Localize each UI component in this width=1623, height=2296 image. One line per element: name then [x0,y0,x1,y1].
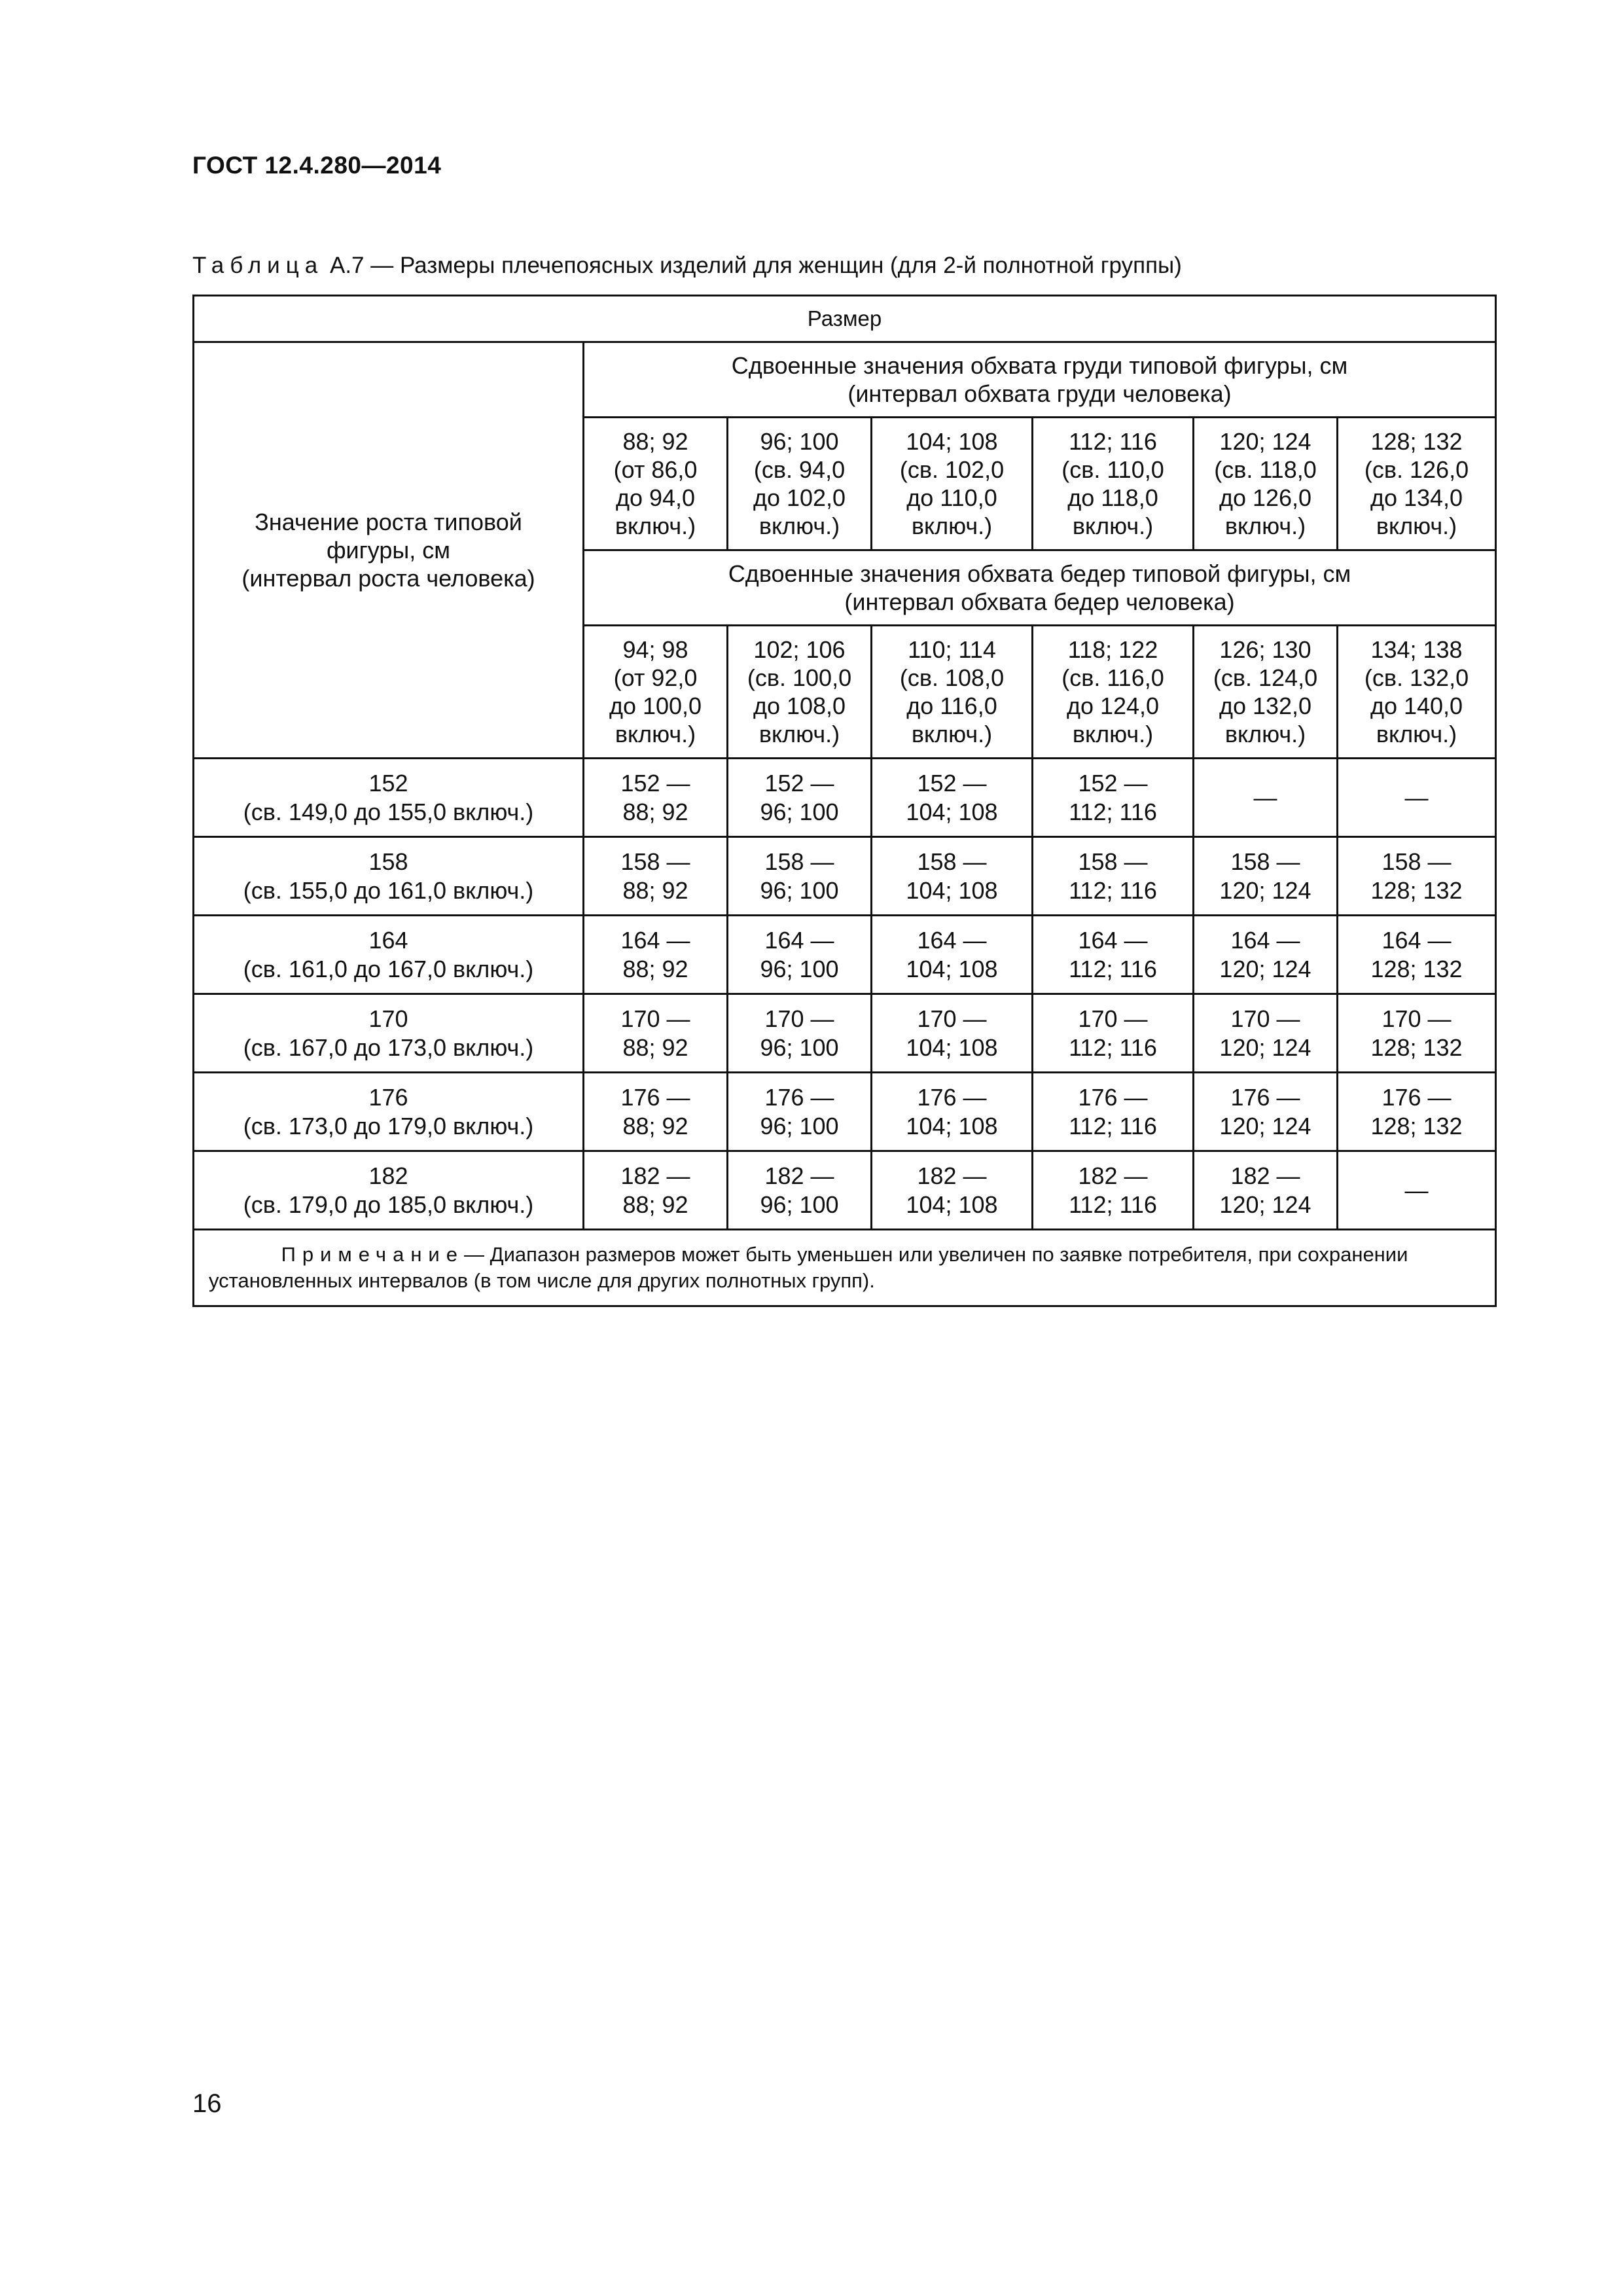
size-cell-line: 176 — [620,1084,690,1111]
size-cell-line: 112; 116 [1069,1191,1157,1218]
size-cell-line: 120; 124 [1219,1191,1311,1218]
hip-value-cell-line: включ.) [1224,721,1306,748]
stature-cell-line: (св. 179,0 до 185,0 включ.) [243,1191,534,1218]
size-cell [1338,994,1496,1073]
chest-value-cell [728,418,872,550]
stature-cell [194,1073,584,1151]
table-row [194,1151,1496,1230]
size-cell-line: 120; 124 [1219,955,1311,982]
table-caption-text: А.7 — Размеры плечепоясных изделий для женщин (для 2-й полнотной группы) [329,253,1182,278]
chest-header-cell-line: (интервал обхвата груди человека) [847,380,1232,407]
chest-value-cell-line: включ.) [615,512,696,540]
size-cell-line: 104; 108 [906,1112,998,1139]
size-table-container [192,295,1495,1307]
size-cell-line: 88; 92 [622,798,688,825]
size-cell-line: 152 — [764,770,834,797]
page-number: 16 [192,2089,222,2118]
note-text: — Диапазон размеров может быть уменьшен или увеличен по заявке потребителя, при сохранении установленных интервалов (в том числе для других полнотных групп). [209,1242,1408,1292]
hip-value-cell-line: (св. 116,0 [1061,664,1164,691]
hip-value-cell-line: включ.) [615,721,696,748]
stature-cell-line: 176 [368,1084,408,1111]
size-cell-line: 164 — [1382,927,1452,954]
hip-value-cell-line: до 132,0 [1219,692,1312,719]
size-cell [1194,916,1338,994]
size-cell [1338,1073,1496,1151]
table-row [194,916,1496,994]
size-cell [1194,837,1338,916]
size-header-cell: Размер [194,296,1496,342]
size-table [192,295,1497,1307]
stature-cell [194,759,584,837]
hip-value-cell-line: включ.) [1072,721,1154,748]
size-cell-line: 88; 92 [622,1033,688,1061]
size-cell [1338,916,1496,994]
table-caption [192,253,1182,279]
chest-value-cell-line: 96; 100 [760,427,839,455]
stature-header-cell-line: фигуры, см [326,536,451,564]
chest-value-cell-line: включ.) [1224,512,1306,540]
hip-value-cell-line: 126; 130 [1219,636,1311,663]
size-cell-line: 158 — [1230,848,1300,876]
chest-value-cell [1194,418,1338,550]
size-cell-line: 104; 108 [906,955,998,982]
size-cell-line: 170 — [1078,1005,1148,1033]
size-cell-line: 96; 100 [760,876,839,904]
size-cell-line: 182 — [620,1162,690,1190]
size-cell-line: 112; 116 [1069,955,1157,982]
stature-cell-line: 170 [368,1005,408,1033]
chest-header-cell [584,342,1496,418]
chest-value-cell-line: включ.) [1072,512,1154,540]
size-cell [1194,1073,1338,1151]
hip-value-cell-line: 110; 114 [908,636,996,663]
size-header-row [194,296,1496,342]
size-cell [1033,1073,1194,1151]
chest-value-cell-line: (св. 102,0 [899,456,1005,483]
hip-value-cell-line: до 116,0 [906,692,997,719]
size-cell-line: 176 — [1078,1084,1148,1111]
note-cell [194,1230,1496,1306]
size-cell [1338,759,1496,837]
hip-value-cell-line: (св. 132,0 [1364,664,1469,691]
chest-value-cell-line: (св. 118,0 [1214,456,1317,483]
hip-header-cell-line: (интервал обхвата бедер человека) [844,588,1235,615]
size-cell-line: 104; 108 [906,1033,998,1061]
size-cell-line: 152 — [917,770,987,797]
size-cell [1338,1151,1496,1230]
hip-value-cell-line: (от 92,0 [613,664,698,691]
chest-value-cell-line: (св. 110,0 [1061,456,1164,483]
chest-value-cell-line: до 102,0 [753,484,846,511]
document-header: ГОСТ 12.4.280—2014 [192,152,442,179]
size-cell-line: 96; 100 [760,1191,839,1218]
chest-value-cell-line: до 134,0 [1370,484,1463,511]
chest-value-cell-line: включ.) [911,512,993,540]
size-cell-line: 88; 92 [622,955,688,982]
size-cell [872,1073,1033,1151]
hip-value-cell [1194,626,1338,759]
hip-value-cell-line: до 140,0 [1370,692,1463,719]
size-cell-line: 164 — [1078,927,1148,954]
chest-value-cell [1338,418,1496,550]
size-cell [1033,1151,1194,1230]
size-cell-line: 128; 132 [1370,876,1463,904]
size-cell-line: 158 — [620,848,690,876]
size-cell [728,759,872,837]
size-cell-line: 164 — [1230,927,1300,954]
hip-value-cell-line: 94; 98 [622,636,688,663]
note-label: Примечание [281,1242,464,1266]
size-cell-line: 164 — [764,927,834,954]
size-cell-line: 152 — [1078,770,1148,797]
size-cell [728,1073,872,1151]
stature-cell [194,916,584,994]
size-cell [1033,837,1194,916]
size-cell [1194,994,1338,1073]
chest-value-cell [584,418,728,550]
hip-value-cell-line: (св. 124,0 [1213,664,1318,691]
stature-header-cell [194,342,584,759]
size-cell-line: 158 — [1382,848,1452,876]
hip-value-cell-line: 134; 138 [1370,636,1463,663]
size-cell-line: 182 — [1230,1162,1300,1190]
hip-value-cell-line: (св. 108,0 [899,664,1005,691]
stature-cell-line: (св. 167,0 до 173,0 включ.) [243,1033,534,1061]
stature-cell-line: (св. 161,0 до 167,0 включ.) [243,955,534,982]
size-cell [584,916,728,994]
hip-value-cell [584,626,728,759]
hip-value-cell [872,626,1033,759]
chest-value-cell-line: (св. 94,0 [753,456,846,483]
size-cell-line: 128; 132 [1370,955,1463,982]
stature-cell-line: 158 [368,848,408,876]
size-cell-line: 176 — [1230,1084,1300,1111]
size-cell-line: 96; 100 [760,798,839,825]
size-cell-line: 158 — [1078,848,1148,876]
hip-value-cell-line: 118; 122 [1067,636,1158,663]
size-cell-line: 112; 116 [1069,798,1157,825]
chest-value-cell-line: 104; 108 [906,427,998,455]
hip-value-cell-line: включ.) [1376,721,1457,748]
hip-value-cell-line: до 124,0 [1066,692,1160,719]
size-cell [872,759,1033,837]
size-cell-line: 104; 108 [906,876,998,904]
size-cell-line: 158 — [917,848,987,876]
stature-cell-line: (св. 173,0 до 179,0 включ.) [243,1112,534,1139]
chest-header-cell-line: Сдвоенные значения обхвата груди типовой фигуры, см [731,351,1348,379]
size-cell-line: 152 — [620,770,690,797]
size-cell-line: 176 — [1382,1084,1452,1111]
size-cell-line: 120; 124 [1219,1112,1311,1139]
size-cell-line: 120; 124 [1219,1033,1311,1061]
size-cell [584,1073,728,1151]
hip-value-cell [1338,626,1496,759]
size-cell [1033,759,1194,837]
size-cell-line: — [1404,1176,1429,1204]
size-cell-line: 128; 132 [1370,1033,1463,1061]
size-cell [584,759,728,837]
size-cell-line: 112; 116 [1069,876,1157,904]
hip-value-cell-line: включ.) [911,721,993,748]
size-cell-line: 158 — [764,848,834,876]
chest-value-cell-line: (св. 126,0 [1364,456,1469,483]
stature-cell [194,1151,584,1230]
size-cell-line: 182 — [1078,1162,1148,1190]
size-cell-line: 170 — [1230,1005,1300,1033]
size-cell-line: 170 — [1382,1005,1452,1033]
size-cell-line: 88; 92 [622,876,688,904]
note-row [194,1230,1496,1306]
stature-header-cell-line: Значение роста типовой [255,508,522,535]
table-row [194,837,1496,916]
stature-cell-line: 152 [368,770,408,797]
chest-value-cell-line: до 110,0 [906,484,997,511]
size-cell-line: 96; 100 [760,1112,839,1139]
size-cell [728,837,872,916]
size-cell-line: 112; 116 [1069,1112,1157,1139]
stature-cell [194,994,584,1073]
size-cell-line: 96; 100 [760,1033,839,1061]
chest-value-cell [872,418,1033,550]
size-cell-line: 104; 108 [906,798,998,825]
chest-value-cell-line: 88; 92 [622,427,688,455]
size-cell-line: 176 — [764,1084,834,1111]
chest-value-cell [1033,418,1194,550]
size-cell [584,1151,728,1230]
size-cell-line: 88; 92 [622,1191,688,1218]
hip-header-cell [584,550,1496,626]
chest-value-cell-line: включ.) [758,512,840,540]
size-cell [872,837,1033,916]
stature-header-cell-line: (интервал роста человека) [241,565,535,592]
table-row [194,994,1496,1073]
size-cell [872,994,1033,1073]
size-cell [1033,994,1194,1073]
size-cell-line: 182 — [764,1162,834,1190]
chest-header-row [194,342,1496,418]
size-cell-line: 96; 100 [760,955,839,982]
size-cell-line: 170 — [764,1005,834,1033]
stature-cell-line: (св. 155,0 до 161,0 включ.) [243,876,534,904]
size-cell [1033,916,1194,994]
chest-value-cell-line: 120; 124 [1219,427,1311,455]
stature-cell-line: 182 [368,1162,408,1190]
chest-value-cell-line: до 126,0 [1219,484,1312,511]
chest-value-cell-line: включ.) [1376,512,1457,540]
size-cell-line: 170 — [917,1005,987,1033]
size-cell [728,994,872,1073]
hip-value-cell-line: (св. 100,0 [747,664,852,691]
table-row [194,759,1496,837]
size-cell-line: 112; 116 [1069,1033,1157,1061]
size-cell-line: 170 — [620,1005,690,1033]
hip-header-cell-line: Сдвоенные значения обхвата бедер типовой фигуры, см [728,560,1351,587]
hip-value-cell-line: до 100,0 [609,692,702,719]
size-cell-line: 164 — [917,927,987,954]
size-cell [872,1151,1033,1230]
table-caption-label: Таблица [192,253,324,278]
chest-value-cell-line: до 94,0 [615,484,696,511]
size-cell [728,916,872,994]
size-cell-line: 182 — [917,1162,987,1190]
hip-value-cell-line: до 108,0 [753,692,846,719]
size-cell [872,916,1033,994]
stature-cell-line: (св. 149,0 до 155,0 включ.) [243,798,534,825]
stature-cell [194,837,584,916]
size-cell-line: 104; 108 [906,1191,998,1218]
size-cell-line: 88; 92 [622,1112,688,1139]
size-cell [584,837,728,916]
hip-value-cell-line: включ.) [758,721,840,748]
hip-value-cell-line: 102; 106 [753,636,846,663]
stature-cell-line: 164 [368,927,408,954]
chest-value-cell-line: 128; 132 [1370,427,1463,455]
size-cell-line: — [1404,783,1429,811]
size-cell-line: 128; 132 [1370,1112,1463,1139]
hip-value-cell [1033,626,1194,759]
size-cell-line: 120; 124 [1219,876,1311,904]
size-cell [1194,759,1338,837]
size-cell [584,994,728,1073]
size-cell-line: 176 — [917,1084,987,1111]
hip-value-cell [728,626,872,759]
size-cell [1338,837,1496,916]
size-cell-line: 164 — [620,927,690,954]
table-row [194,1073,1496,1151]
size-cell [728,1151,872,1230]
chest-value-cell-line: (от 86,0 [613,456,698,483]
size-cell [1194,1151,1338,1230]
chest-value-cell-line: 112; 116 [1069,427,1157,455]
size-cell-line: — [1253,783,1277,811]
chest-value-cell-line: до 118,0 [1067,484,1158,511]
